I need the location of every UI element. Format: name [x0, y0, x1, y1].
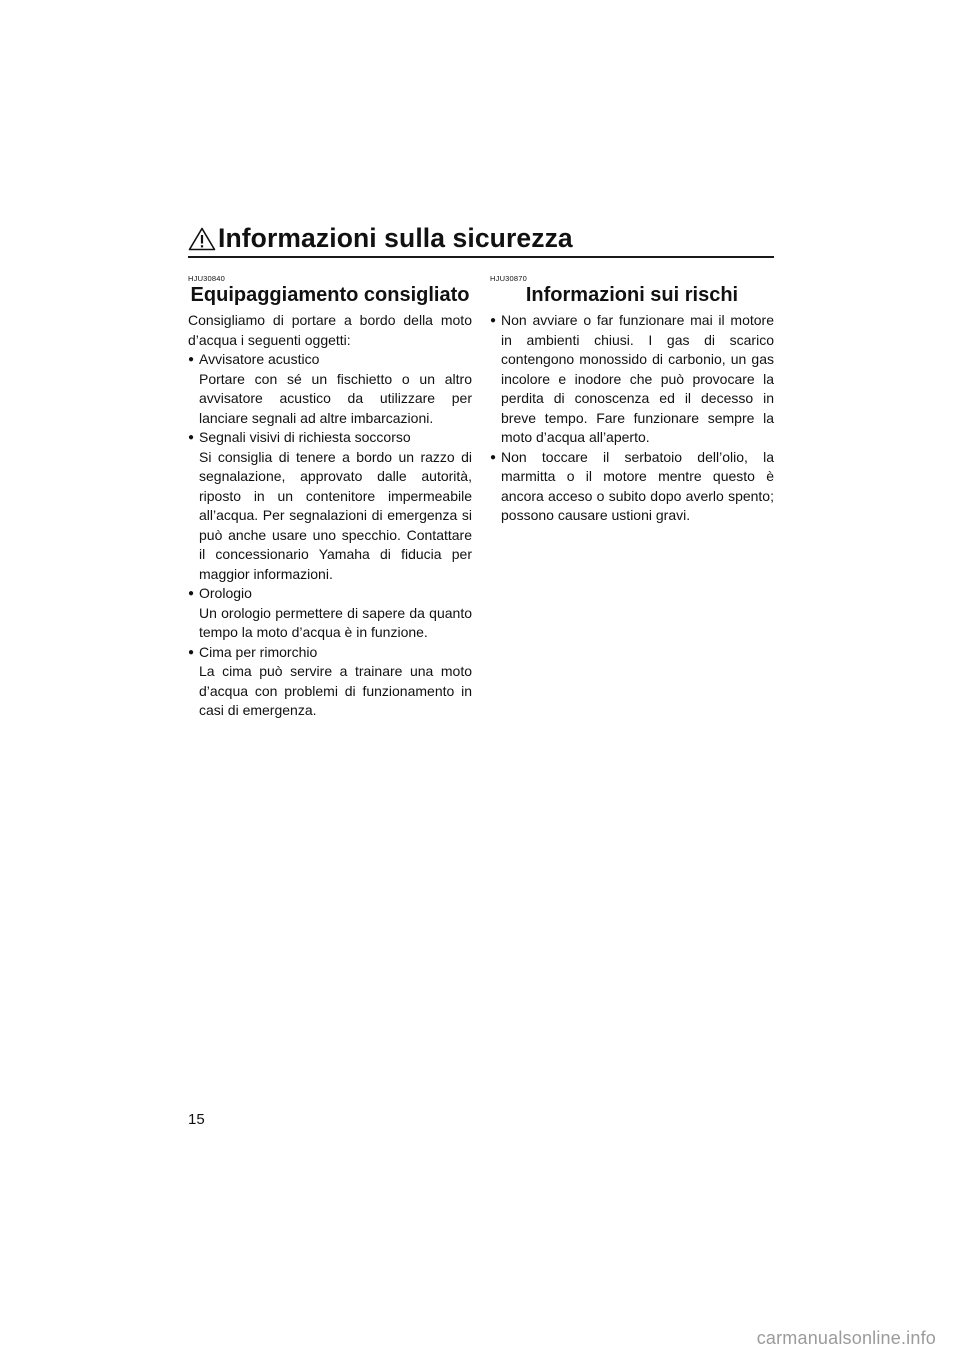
- list-item: [188, 350, 472, 428]
- item-title: Avvisatore acustico: [199, 351, 320, 367]
- page-header: [188, 222, 774, 258]
- list-item: [188, 428, 472, 584]
- item-body: Si consiglia di tenere a bordo un razzo di segnalazione, approvato dalle autorità, riposto in un contenitore impermeabile all’acqua. Per segnalazioni di emergenza si può anche usare uno specchio. Contattare il concessionario Yamaha di fiducia per maggior informazioni.: [199, 448, 472, 582]
- list-item: [490, 448, 774, 526]
- left-column: [188, 274, 472, 721]
- item-body: Un orologio permettere di sapere da quanto tempo la moto d’acqua è in funzione.: [199, 604, 472, 640]
- item-title: Segnali visivi di richiesta soccorso: [199, 429, 411, 445]
- section-heading: Informazioni sui rischi: [525, 284, 739, 306]
- item-body: La cima può servire a trainare una moto d’acqua con problemi di funzionamento in casi di emergenza.: [199, 663, 472, 718]
- list-item: [490, 311, 774, 448]
- item-body: Non avviare o far funzionare mai il motore in ambienti chiusi. I gas di scarico contengono monossido di carbonio, un gas incolore e inodore che può provocare la perdita di conoscenza ed il decesso in breve tempo. Fare funzionare sempre la moto d’acqua all’aperto.: [501, 312, 774, 445]
- page-title: Informazioni sulla sicurezza: [218, 223, 573, 253]
- warning-triangle-icon: [188, 227, 216, 251]
- item-title: Cima per rimorchio: [199, 643, 318, 660]
- bullet-icon: ●: [188, 432, 195, 443]
- page-number: 15: [188, 1111, 205, 1128]
- bullet-icon: ●: [490, 315, 497, 326]
- bullet-icon: ●: [188, 588, 195, 599]
- watermark: carmanualsonline.info: [756, 1328, 936, 1348]
- bullet-icon: ●: [188, 646, 195, 658]
- list-item: [188, 643, 472, 721]
- intro-paragraph: Consigliamo di portare a bordo della moto d’acqua i seguenti oggetti:: [188, 312, 472, 348]
- item-body: Non toccare il serbatoio dell’olio, la marmitta o il motore mentre questo è ancora acceso o subito dopo averlo spento; possono causare ustioni gravi.: [501, 448, 774, 523]
- item-title: Orologio: [199, 585, 252, 601]
- bullet-icon: ●: [188, 354, 195, 365]
- item-body: Portare con sé un fischietto o un altro avvisatore acustico da utilizzare per lanciare segnali ad altre imbarcazioni.: [199, 370, 472, 426]
- section-heading: Equipaggiamento consigliato: [190, 284, 470, 306]
- section-code: HJU30870: [490, 274, 528, 283]
- bullet-icon: ●: [490, 451, 497, 463]
- right-column: [490, 274, 774, 526]
- section-code: HJU30840: [188, 274, 226, 283]
- list-item: [188, 584, 472, 643]
